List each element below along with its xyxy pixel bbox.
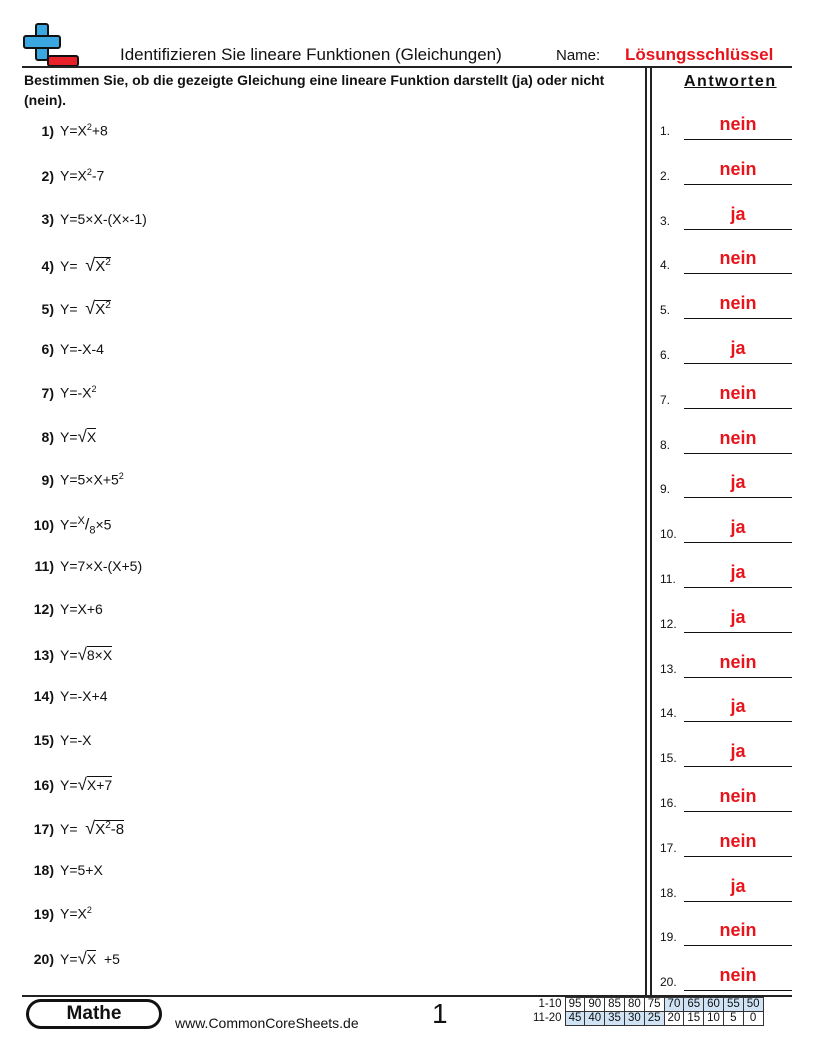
answer-blank (684, 111, 792, 140)
problem-number: 12) (33, 601, 54, 617)
answers-heading: Antworten (684, 73, 777, 90)
answer-number: 7. (660, 392, 671, 407)
answer-number: 6. (660, 348, 671, 362)
answer-row (658, 379, 792, 409)
answer-value: ja (730, 338, 746, 358)
answer-blank (684, 425, 792, 454)
score-row (530, 1012, 763, 1026)
problem-3 (24, 211, 147, 241)
problem-11 (24, 558, 142, 588)
problem-number: 20) (33, 951, 54, 967)
problem-14 (24, 688, 107, 718)
score-cell: 40 (585, 1012, 605, 1026)
score-cell: 20 (664, 1012, 684, 1026)
answer-blank (684, 783, 792, 812)
subject-label: Mathe (29, 1002, 159, 1026)
answer-blank (684, 649, 792, 678)
problem-number: 18) (33, 862, 54, 878)
score-cell: 15 (684, 1012, 704, 1026)
problem-2 (24, 167, 104, 197)
column-divider (645, 68, 647, 996)
answer-value: nein (719, 965, 757, 986)
score-cell: 95 (565, 998, 585, 1012)
score-cell: 80 (624, 998, 644, 1012)
score-table (530, 997, 764, 1026)
answer-row (658, 603, 792, 633)
problem-number: 11) (34, 558, 54, 574)
problem-number: 13) (33, 647, 54, 663)
equation: $Y=X^2-7$ (60, 167, 105, 184)
equation: Y=5×X-(X×-1) (60, 211, 147, 227)
score-cell: 50 (743, 998, 763, 1012)
problem-number: 17) (33, 821, 54, 837)
answer-row (658, 513, 792, 543)
answer-blank (684, 156, 792, 185)
answer-value: ja (730, 562, 746, 582)
answer-key-label: Lösungsschlüssel (625, 45, 774, 64)
problem-number: 5) (41, 301, 54, 317)
answer-number: 5. (660, 303, 671, 318)
score-row-label: 1-10 (538, 998, 562, 1010)
answer-row (658, 692, 792, 722)
score-cell: 25 (644, 1012, 664, 1026)
site-url: www.CommonCoreSheets.de (175, 1015, 359, 1031)
answer-value: nein (719, 248, 757, 269)
equation: Y=5+X (60, 862, 103, 878)
problem-17 (24, 818, 124, 848)
answer-number: 3. (660, 213, 671, 228)
answer-row (658, 782, 792, 812)
answer-value: ja (730, 875, 746, 896)
problem-9 (24, 471, 124, 501)
answer-blank (684, 738, 792, 767)
subject-badge (26, 999, 162, 1029)
answer-blank (684, 201, 792, 230)
equation: $Y=-X^2$ (60, 384, 97, 401)
score-cell: 70 (664, 998, 684, 1012)
score-cell: 10 (704, 1012, 724, 1026)
answer-blank (684, 873, 792, 902)
answer-number: 17. (660, 840, 677, 855)
answer-blank (684, 693, 792, 722)
score-cell: 85 (605, 998, 625, 1012)
answer-row (658, 289, 792, 319)
problem-13 (24, 645, 112, 675)
problem-4 (24, 255, 111, 285)
problem-number: 4) (41, 258, 54, 274)
score-cell: 30 (624, 1012, 644, 1026)
problem-16 (24, 775, 112, 805)
answer-row (658, 916, 792, 946)
plus-minus-logo-icon (22, 22, 80, 68)
answer-value: ja (730, 517, 746, 538)
answer-row (658, 872, 792, 902)
equation: Y=-X (60, 732, 92, 748)
answer-blank (684, 962, 792, 991)
answer-value: nein (719, 293, 757, 314)
answer-blank (684, 917, 792, 946)
problem-number: 9) (41, 471, 54, 488)
instructions: Bestimmen Sie, ob die gezeigte Gleichung eine lineare Funktion darstellt (ja) oder nicht (nein). (24, 72, 605, 108)
answer-row (658, 737, 792, 767)
score-cell: 65 (684, 998, 704, 1012)
answer-value: ja (730, 741, 746, 762)
score-row-label: 11-20 (533, 1012, 562, 1024)
score-cell: 5 (723, 1012, 743, 1026)
equation: $Y= √X^2$ (60, 298, 111, 318)
answer-row (658, 827, 792, 857)
answer-number: 4. (660, 258, 671, 273)
problem-8 (24, 427, 96, 457)
answer-row (658, 200, 792, 230)
page-title: Identifizieren Sie lineare Funktionen (Gleichungen) (120, 45, 502, 64)
problem-number: 16) (33, 777, 54, 793)
answer-number: 10. (660, 527, 677, 542)
problem-18 (24, 862, 103, 892)
answer-value: nein (719, 382, 757, 403)
score-cell: 75 (644, 998, 664, 1012)
answer-number: 2. (660, 168, 671, 183)
answer-value: ja (730, 203, 746, 224)
problem-20 (24, 949, 120, 979)
equation: Y=-X-4 (60, 341, 104, 357)
score-cell: 35 (605, 1012, 625, 1026)
answer-number: 19. (660, 930, 677, 945)
answer-row (658, 244, 792, 274)
problem-number: 2) (41, 167, 54, 184)
answer-value: nein (719, 651, 757, 672)
problem-10 (24, 515, 111, 545)
equation: Y=7×X-(X+5) (60, 558, 143, 574)
answer-blank (684, 559, 792, 588)
answer-blank (684, 335, 792, 364)
answer-row (658, 961, 792, 991)
answer-blank (684, 604, 792, 633)
answer-number: 9. (660, 482, 671, 497)
answer-row (658, 424, 792, 454)
answer-value: nein (719, 786, 757, 806)
answer-blank (684, 290, 792, 319)
problem-number: 3) (41, 211, 54, 227)
page-number: 1 (432, 998, 448, 1029)
problem-1 (24, 122, 108, 152)
equation: Y=-X+4 (60, 688, 108, 704)
answer-value: nein (719, 158, 757, 179)
problem-7 (24, 384, 97, 414)
problem-19 (24, 905, 92, 935)
score-cell: 0 (743, 1012, 763, 1026)
answer-number: 11. (660, 572, 676, 586)
problem-number: 10) (33, 516, 54, 533)
problem-5 (24, 298, 111, 328)
answer-value: nein (719, 830, 757, 851)
answer-number: 16. (660, 796, 677, 810)
answer-value: nein (719, 920, 757, 941)
answer-value: nein (719, 427, 757, 448)
equation: $Y=^X/_8\times 5$ (60, 515, 112, 537)
answer-number: 14. (660, 706, 677, 721)
equation: $Y= √X^2$ (60, 255, 111, 275)
score-row (530, 998, 763, 1012)
problem-15 (24, 732, 92, 762)
answer-row (658, 558, 792, 588)
answer-number: 13. (660, 661, 677, 676)
answer-number: 15. (660, 751, 677, 766)
problem-number: 8) (41, 429, 54, 445)
equation: $Y=5\times X+5^2$ (60, 471, 124, 488)
answer-row (658, 110, 792, 140)
answer-number: 8. (660, 437, 671, 452)
answer-number: 12. (660, 616, 677, 631)
answer-value: nein (719, 114, 757, 134)
answer-row (658, 334, 792, 364)
answer-blank (684, 380, 792, 409)
answer-value: ja (730, 606, 746, 627)
score-cell: 45 (565, 1012, 585, 1026)
score-cell: 60 (704, 998, 724, 1012)
equation: $Y=X^2+8$ (60, 122, 108, 139)
answer-row (658, 155, 792, 185)
problem-number: 14) (33, 688, 54, 704)
answer-value: ja (730, 472, 746, 493)
answer-blank (684, 514, 792, 543)
equation: $Y=X^2$ (60, 905, 92, 922)
name-label: Name: (556, 47, 601, 64)
answer-number: 1. (660, 124, 671, 138)
equation: Y=X+6 (60, 601, 103, 617)
answer-row (658, 468, 792, 498)
problem-6 (24, 341, 104, 371)
equation: Y=√8×X (60, 645, 113, 664)
answer-value: ja (730, 696, 746, 717)
answer-blank (684, 469, 792, 498)
problem-number: 7) (41, 384, 54, 401)
answer-blank (684, 245, 792, 274)
problem-number: 19) (33, 905, 54, 922)
header-rule (22, 66, 792, 68)
column-divider (650, 68, 652, 996)
answer-number: 18. (660, 885, 677, 900)
score-cell: 55 (723, 998, 743, 1012)
problem-number: 15) (33, 732, 54, 748)
answer-row (658, 648, 792, 678)
problem-number: 6) (41, 341, 54, 357)
equation: Y=√X+7 (60, 775, 113, 794)
answer-number: 20. (660, 975, 677, 990)
problem-number: 1) (41, 122, 54, 139)
answer-blank (684, 828, 792, 857)
equation: Y=√X +5 (60, 949, 120, 968)
equation: $Y= √X^2-8$ (60, 818, 125, 838)
problem-12 (24, 601, 103, 631)
equation: Y=√X (60, 427, 97, 446)
score-cell: 90 (585, 998, 605, 1012)
